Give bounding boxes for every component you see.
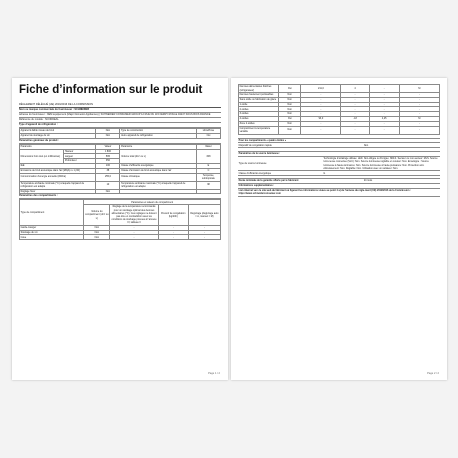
column-header: Valeur [96, 144, 120, 149]
table-cell: 595 [96, 154, 120, 159]
table-cell: Oui [196, 133, 220, 138]
table-cell: - [399, 93, 439, 98]
supplier-address: Adresse du fournisseur : NEM équipement (Major Domestic Appliances) | SCHNEIDER CONSUMER GROUP 12 RUE DU 115 FERRY ROULE 94247 SOUS BOIS FRANCE [19, 113, 221, 118]
table-cell: - [188, 235, 220, 240]
compartment-table [19, 199, 221, 240]
page-title: Fiche d’information sur le produit [19, 84, 203, 96]
page-number: Page 1 / 2 [208, 372, 220, 375]
table-cell: Largeur [64, 154, 96, 159]
table-cell: Dispositif de congélation rapide [238, 143, 363, 148]
table-cell: Oui [279, 85, 301, 93]
table-cell: Classe d’efficacité énergétique [238, 171, 323, 176]
table-cell: Oui [279, 116, 301, 121]
table-cell: Non [279, 107, 301, 112]
appliance-type-header: Type d’appareil de réfrigération : [19, 123, 221, 128]
table-row [20, 149, 221, 154]
column-header: Volume du compartiment (dm³ ou L) [84, 205, 110, 226]
table-cell: 1 800 [96, 149, 120, 154]
table-cell: - [301, 126, 341, 134]
table-cell: - [369, 126, 399, 134]
table-cell: - [369, 107, 399, 112]
table-cell: Non [279, 93, 301, 98]
table-cell: Durée minimale de la garantie offerte par le fabricant [238, 179, 363, 184]
table-cell: 2 étoiles [239, 107, 279, 112]
table-cell: G [323, 171, 440, 176]
table-cell: Non [84, 225, 110, 230]
table-cell: Profondeur [64, 159, 96, 164]
table-cell: M [399, 85, 439, 93]
table-cell: Température ambiante minimale (°C) à laquelle l’appareil de réfrigération est adapté [20, 181, 96, 189]
table-cell [196, 189, 220, 194]
table-cell: Type de construction [120, 129, 196, 134]
table-cell: - [158, 225, 188, 230]
extra-info-text: Lien internet vers le site web du fabricant où figurent les informations visées au point 4 a) de l’annexe du règle-ment (UE) 2019/2016 de la Commission : https://www.schneiderconsumer.com [238, 188, 440, 196]
table-cell: Technologie d’éclairage utilisée: LED. Non-dirigée ou Di-rigée: NDLS. Secteur ou non-secteur: MLS. Source lumi-neuse connectée (SLC): Non. Source lumineuse réglable en couleur: Non. Enveloppe : Source lumineuse à haute-luminance: Non. Source lumineuse à haute-puissance: Non. Protection anti-éblouissement: Non. Réglable: Non. Utilisation avec un variateur: Non. [323, 156, 440, 170]
table-cell: - [110, 230, 158, 235]
table-cell: 3 étoiles [239, 112, 279, 117]
table-cell: Consommation d’énergie annuelle (kWh/a) [20, 173, 96, 181]
table-cell: 255,0 [96, 173, 120, 181]
table-cell: -18 [341, 116, 369, 121]
table-cell: Type de source lumineuse [238, 156, 323, 170]
table-cell [120, 189, 196, 194]
page-number: Page 2 / 2 [427, 372, 439, 375]
column-header: Paramètre [20, 144, 96, 149]
table-cell: - [399, 107, 439, 112]
table-cell: - [341, 107, 369, 112]
table-cell: - [301, 102, 341, 107]
table-cell: - [301, 121, 341, 126]
table-cell: 4 [341, 85, 369, 93]
table-cell: Classe d’émission de bruit acoustique dans l’air [120, 168, 196, 173]
table-row [238, 188, 440, 196]
table-cell: Non [279, 102, 301, 107]
table-cell: - [301, 93, 341, 98]
table-row [20, 189, 221, 194]
table-cell: - [369, 85, 399, 93]
table-cell: C [196, 168, 220, 173]
table-cell: Autre appareil de réfrigération [120, 133, 196, 138]
table-cell: Température ambiante maximale (°C) à laquelle l’appareil de réfrigération est adapté [120, 181, 196, 189]
warranty-table [238, 178, 440, 197]
table-cell: - [369, 112, 399, 117]
table-cell: - [341, 102, 369, 107]
table-cell: Classe d’efficacité énergétique [120, 163, 196, 168]
table-cell: 1 étoile [239, 102, 279, 107]
table-cell: - [110, 225, 158, 230]
table-cell: M [399, 116, 439, 121]
table-cell: - [369, 93, 399, 98]
table-cell: IEE [20, 163, 96, 168]
table-row [239, 126, 440, 134]
table-cell: Non [84, 235, 110, 240]
table-cell: - [158, 230, 188, 235]
table-row [238, 156, 440, 170]
column-group-header: Paramètres et valeurs du compartiment [84, 200, 221, 205]
table-cell: - [369, 102, 399, 107]
table-cell: Non [96, 133, 120, 138]
table-cell: Non [279, 97, 301, 102]
compartment-table-continued [238, 84, 440, 135]
column-header: Réglage de la température recommandé pour un stockage optimal des denrées alimentaires (°C). Ces réglages ne doivent pas être en contradiction avec les conditions de stockage prévues à l’annexe IV, tableau 3 [111, 205, 157, 225]
table-row [20, 181, 221, 189]
column-header: Dégivrage (dégivrage auto = A, manuel = M) [188, 205, 220, 226]
compartment-rows [239, 85, 440, 135]
table-row [238, 143, 440, 148]
table-row [238, 171, 440, 176]
table-cell: 100 [96, 163, 120, 168]
volume-label: Volume total (dm³ ou L) [120, 149, 196, 163]
table-cell: - [158, 235, 188, 240]
model-reference: Référence du modèle : SCODDEAL [19, 118, 221, 123]
table-row [20, 235, 221, 240]
table-cell: 10 [96, 181, 120, 189]
table-cell: - [399, 126, 439, 134]
table-cell: - [110, 235, 158, 240]
table-cell: - [341, 112, 369, 117]
column-header: Paramètre [120, 144, 196, 149]
table-cell: - [301, 112, 341, 117]
table-cell: 211,0 [301, 85, 341, 93]
table-cell: Hauteur [64, 149, 96, 154]
table-cell: 24 mois [363, 179, 440, 184]
table-cell: Classe climatique [120, 173, 196, 181]
table-cell: Émissions de bruit acoustique dans l’air [dB(A) re 1 pW] [20, 168, 96, 173]
column-header: Type de compartiment [20, 200, 84, 226]
light-source-header: Paramètres de la source lumineuse : [238, 152, 440, 157]
table-cell: - [399, 112, 439, 117]
table-cell: Non [279, 112, 301, 117]
table-cell: 93,0 [301, 116, 341, 121]
table-cell: Garde-manger [20, 225, 84, 230]
table-cell: Non [363, 143, 440, 148]
column-header: Pouvoir de congélation (kg/24h) [158, 205, 188, 226]
compartment-params-header: Paramètres des compartiments : [19, 194, 221, 199]
table-cell: - [369, 97, 399, 102]
general-params-table [19, 144, 221, 195]
table-cell: - [301, 107, 341, 112]
table-cell: Non [96, 189, 120, 194]
table-cell: - [341, 93, 369, 98]
table-cell: Zone 2 étoiles [239, 121, 279, 126]
table-cell: - [188, 230, 220, 235]
table-cell: Compartiment à température variable [239, 126, 279, 134]
document-page-1 [12, 78, 228, 380]
table-cell: Non [279, 121, 301, 126]
table-cell: Sans étoile ou fabrication de glace [239, 97, 279, 102]
table-cell: Libre/Pose [196, 129, 220, 134]
table-row [20, 173, 221, 181]
table-cell: E [196, 163, 220, 168]
table-cell: Denrées hautement périssables [239, 93, 279, 98]
table-cell: 4,25 [369, 116, 399, 121]
light-source-table [238, 151, 440, 176]
document-page-2 [231, 78, 447, 380]
general-params-header: Paramètres généraux du produit : [19, 139, 221, 144]
column-header: Valeur [196, 144, 220, 149]
appliance-type-table [19, 128, 221, 139]
table-cell: Denrées alimentaires fraîches (réfrigérateur) [239, 85, 279, 93]
table-cell: Tempérée, subtropicale [196, 173, 220, 181]
regulation-text: RÈGLEMENT DÉLÉGUÉ (UE) 2019/2016 DE LA COMMISSION [19, 103, 94, 106]
table-cell: - [341, 97, 369, 102]
volume-value: 308 [196, 149, 220, 163]
supplier-name: Nom ou marque commerciale du fournisseur : SCHNEIDER [19, 108, 221, 113]
table-cell: Appareil à faible niveau de bruit [20, 129, 96, 134]
table-cell: Cave [20, 235, 84, 240]
table-row [20, 133, 221, 138]
table-cell: Non [96, 129, 120, 134]
table-cell: - [188, 225, 220, 230]
table-cell: Réglage hiver [20, 189, 96, 194]
table-cell: - [341, 126, 369, 134]
four-star-table [238, 138, 440, 149]
table-cell: Non [84, 230, 110, 235]
dimensions-label: Dimensions hors tout (en millimètres) [20, 149, 64, 163]
table-cell: 350 [96, 159, 120, 164]
table-cell: - [399, 102, 439, 107]
table-cell: - [301, 97, 341, 102]
table-cell: Stockage du vin [20, 230, 84, 235]
table-row [239, 85, 440, 93]
table-cell: Appareil de stockage du vin [20, 133, 96, 138]
four-star-header: Pour les compartiments « quatre étoiles » [238, 138, 440, 143]
table-cell: - [369, 121, 399, 126]
table-cell: Non [279, 126, 301, 134]
table-cell: 38 [196, 181, 220, 189]
table-cell: 38 [96, 168, 120, 173]
table-cell: - [341, 121, 369, 126]
table-cell: - [399, 121, 439, 126]
extra-info-header: Informations supplémentaires : [238, 183, 440, 188]
table-cell: - [399, 97, 439, 102]
table-cell: 4 étoiles [239, 116, 279, 121]
